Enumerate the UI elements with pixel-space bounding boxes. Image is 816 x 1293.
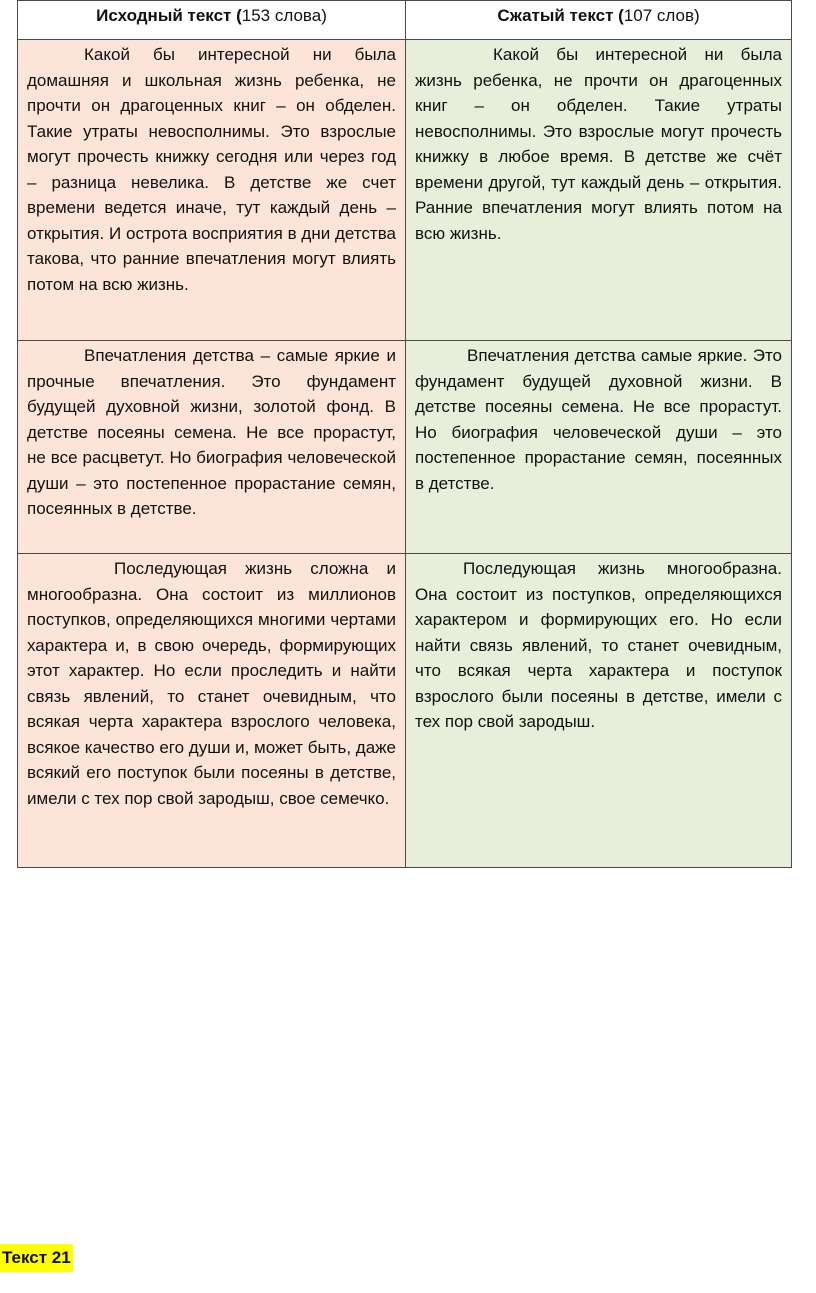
original-paragraph: Какой бы интересной ни была домашняя и школьная жизнь ребенка, не прочти он драгоценных книг – он обделен. Такие утраты невосполнимы. Это взрослые могут прочесть книжку сегодня или через год – разница невелика. В детстве же счет времени ведется иначе, тут каждый день – открытия. И острота восприятия в дни детства такова, что ранние впечатления могут влиять потом на всю жизнь. [27,45,396,294]
original-cell [18,341,406,554]
header-original-label: Исходный текст ( [96,6,242,25]
original-cell [18,40,406,341]
compressed-cell [406,341,792,554]
table-header-row [18,1,792,40]
compressed-paragraph: Какой бы интересной ни была жизнь ребенка, не прочти он драгоценных книг – он обделен. Такие утраты невосполнимы. Это взрослые могут прочесть книжку в любое время. В детстве же счёт времени другой, тут каждый день – открытия. Ранние впечатления могут влиять потом на всю жизнь. [415,45,782,243]
original-cell [18,554,406,868]
compressed-paragraph: Впечатления детства самые яркие. Это фундамент будущей духовной жизни. В детстве посеяны семена. Не все прорастут. Но биография человеческой души – это постепенное прорастание семян, посеянных в детстве. [415,346,782,493]
header-original-count: 153 слова) [241,6,327,25]
compressed-paragraph: Последующая жизнь многообразна. Она состоит из поступков, определяющихся характером и формирующих его. Но если найти связь явлений, то станет очевидным, что всякая черта характера и поступок взрослого были посеяны в детстве, имели с тех пор свой зародыш. [415,559,782,731]
original-paragraph: Последующая жизнь сложна и многообразна. Она состоит из миллионов поступков, определяющихся многими чертами характера и, в свою очередь, формирующих этот характер. Но если проследить и найти связь явлений, то станет очевидным, что всякая черта характера взрослого человека, всякое качество его души и, может быть, даже всякий его поступок были посеяны в детстве, имели с тех пор свой зародыш, свое семечко. [27,559,396,808]
original-paragraph: Впечатления детства – самые яркие и прочные впечатления. Это фундамент будущей духовной жизни, золотой фонд. В детстве посеяны семена. Не все прорастут, не все расцветут. Но биография человеческой души – это постепенное прорастание семян, посеянных в детстве. [27,346,396,518]
text-number-label: Текст 21 [0,1244,73,1272]
header-compressed-label: Сжатый текст ( [497,6,624,25]
header-compressed-text [406,1,792,40]
table-row [18,554,792,868]
comparison-table [17,0,792,868]
compressed-cell [406,40,792,341]
table-row [18,40,792,341]
table-row [18,341,792,554]
compressed-cell [406,554,792,868]
header-original-text [18,1,406,40]
header-compressed-count: 107 слов) [623,6,700,25]
